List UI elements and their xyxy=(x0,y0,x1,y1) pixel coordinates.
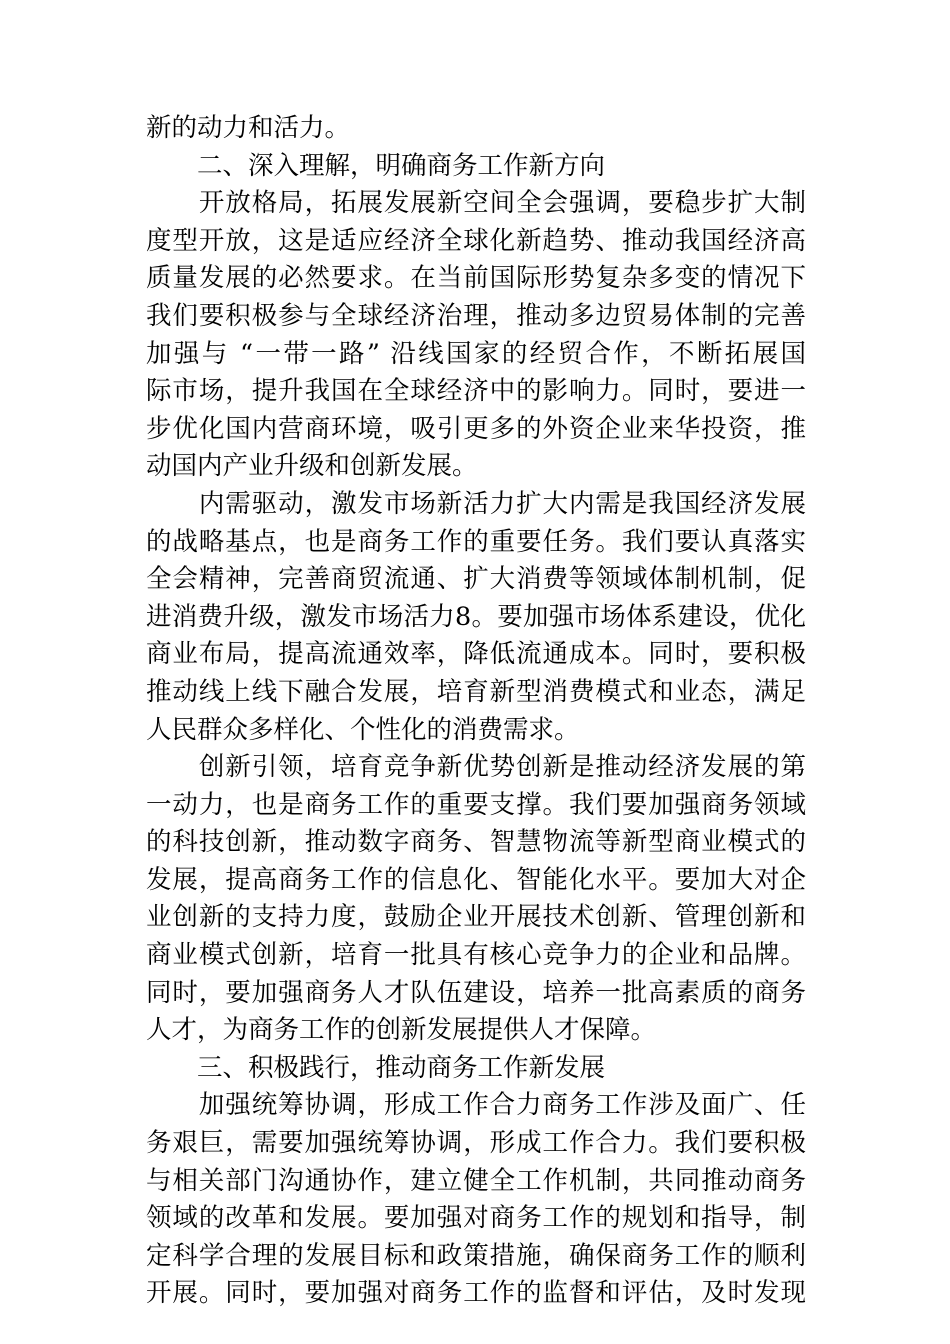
paragraph-line: 业创新的支持力度，鼓励企业开展技术创新、管理创新和 xyxy=(146,902,806,933)
paragraph-line: 动国内产业升级和创新发展。 xyxy=(146,451,478,482)
paragraph-line: 全会精神，完善商贸流通、扩大消费等领域体制机制，促 xyxy=(146,564,806,595)
paragraph-line: 商业布局，提高流通效率，降低流通成本。同时，要积极 xyxy=(146,639,806,670)
paragraph-line: 度型开放，这是适应经济全球化新趋势、推动我国经济高 xyxy=(146,225,806,256)
paragraph-line: 的科技创新，推动数字商务、智慧物流等新型商业模式的 xyxy=(146,827,806,858)
paragraph-line: 际市场，提升我国在全球经济中的影响力。同时，要进一 xyxy=(146,376,806,407)
paragraph-line: 推动线上线下融合发展，培育新型消费模式和业态，满足 xyxy=(146,676,806,707)
paragraph-line: 进消费升级，激发市场活力8。要加强市场体系建设，优化 xyxy=(146,601,806,632)
paragraph-line: 发展，提高商务工作的信息化、智能化水平。要加大对企 xyxy=(146,864,806,895)
paragraph-line: 同时，要加强商务人才队伍建设，培养一批高素质的商务 xyxy=(146,977,806,1008)
paragraph-line: 一动力，也是商务工作的重要支撑。我们要加强商务领域 xyxy=(146,789,806,820)
paragraph-line: 务艰巨，需要加强统筹协调，形成工作合力。我们要积极 xyxy=(146,1128,806,1159)
paragraph-line: 创新引领，培育竞争新优势创新是推动经济发展的第 xyxy=(146,752,806,783)
paragraph-line: 开展。同时，要加强对商务工作的监督和评估，及时发现 xyxy=(146,1278,806,1309)
paragraph-line: 定科学合理的发展目标和政策措施，确保商务工作的顺利 xyxy=(146,1240,806,1271)
paragraph-line: 开放格局，拓展发展新空间全会强调，要稳步扩大制 xyxy=(146,188,806,219)
paragraph-line: 加强与 “一带一路” 沿线国家的经贸合作，不断拓展国 xyxy=(146,338,806,369)
paragraph-line: 质量发展的必然要求。在当前国际形势复杂多变的情况下 xyxy=(146,263,806,294)
paragraph-line: 与相关部门沟通协作，建立健全工作机制，共同推动商务 xyxy=(146,1165,806,1196)
section-heading: 三、积极践行，推动商务工作新发展 xyxy=(197,1052,606,1083)
paragraph-line: 步优化国内营商环境，吸引更多的外资企业来华投资，推 xyxy=(146,413,806,444)
paragraph-line: 商业模式创新，培育一批具有核心竞争力的企业和品牌。 xyxy=(146,940,806,971)
paragraph-line: 加强统筹协调，形成工作合力商务工作涉及面广、任 xyxy=(146,1090,806,1121)
paragraph-line: 的战略基点，也是商务工作的重要任务。我们要认真落实 xyxy=(146,526,806,557)
section-heading: 二、深入理解，明确商务工作新方向 xyxy=(197,150,606,181)
paragraph-line: 人民群众多样化、个性化的消费需求。 xyxy=(146,714,580,745)
paragraph-line: 内需驱动，激发市场新活力扩大内需是我国经济发展 xyxy=(146,488,806,519)
paragraph-line: 我们要积极参与全球经济治理，推动多边贸易体制的完善 xyxy=(146,300,806,331)
paragraph-line: 新的动力和活力。 xyxy=(146,113,351,143)
paragraph-line: 人才，为商务工作的创新发展提供人才保障。 xyxy=(146,1015,657,1046)
document-page xyxy=(146,110,806,1313)
paragraph-line: 领域的改革和发展。要加强对商务工作的规划和指导，制 xyxy=(146,1203,806,1234)
